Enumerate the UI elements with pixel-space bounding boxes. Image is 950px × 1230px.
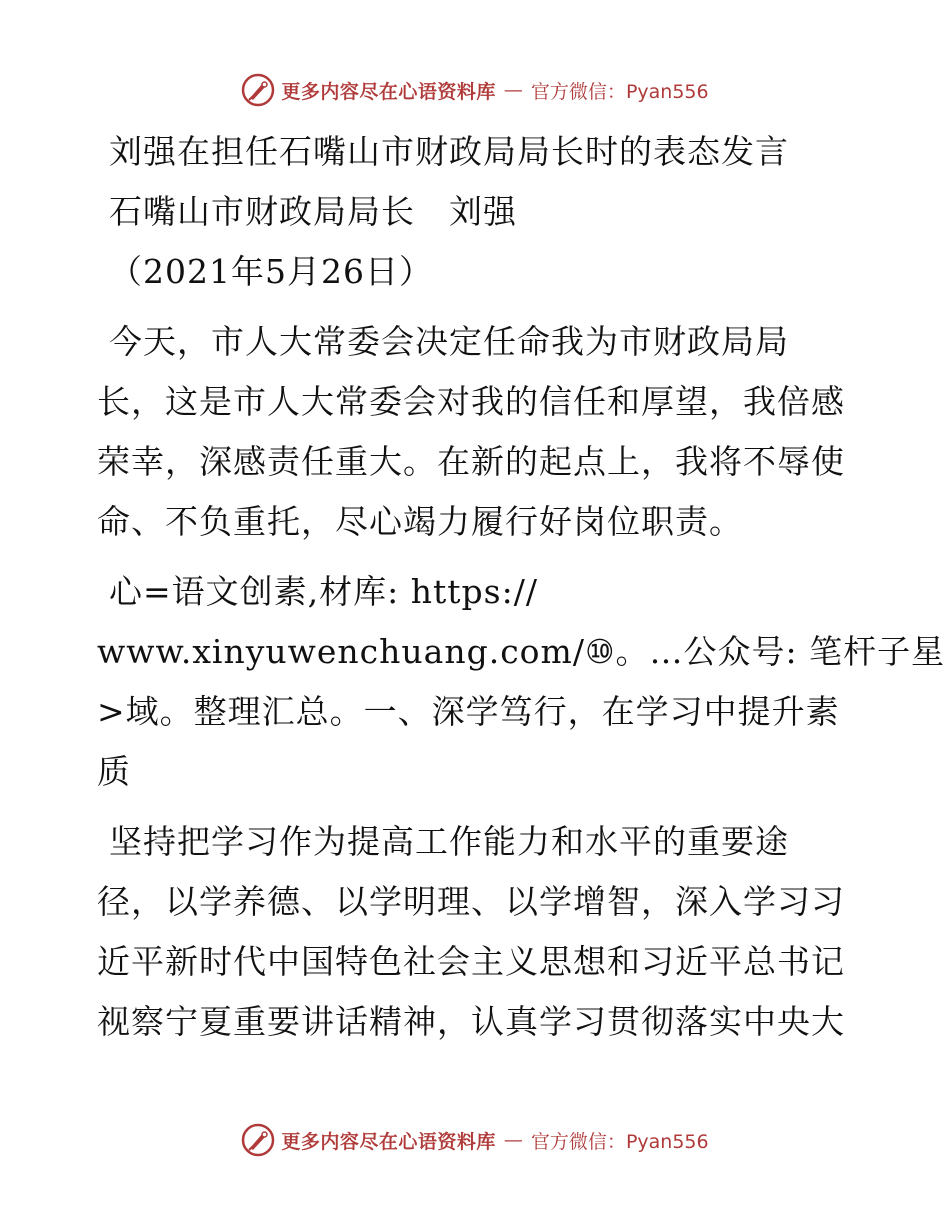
paragraph-line: 坚持把学习作为提高工作能力和水平的重要途	[109, 822, 789, 861]
paragraph-line: 今天，市人大常委会决定任命我为市财政局局	[109, 322, 789, 361]
banner-contact-label: 官方微信：	[530, 80, 626, 103]
paragraph-line: 近平新时代中国特色社会主义思想和习近平总书记	[97, 942, 845, 981]
banner-contact-id: Pyan556	[625, 1130, 709, 1153]
paragraph-line: 视察宁夏重要讲话精神，认真学习贯彻落实中央大	[97, 1002, 845, 1041]
paragraph-line: 荣幸，深感责任重大。在新的起点上，我将不辱使	[97, 442, 845, 481]
document-title: 刘强在担任石嘴山市财政局局长时的表态发言	[109, 132, 789, 171]
paragraph-line: 心=语文创素,材库: https://	[109, 572, 538, 611]
banner-text: 更多内容尽在心语资料库	[281, 1130, 496, 1153]
paragraph-line: >域。整理汇总。一、深学笃行，在学习中提升素	[97, 692, 840, 731]
paragraph-1	[97, 312, 857, 552]
banner-separator: —	[503, 79, 523, 101]
header-banner-content	[241, 73, 708, 107]
document-body	[97, 122, 946, 1052]
paragraph-line: 长，这是市人大常委会对我的信任和厚望，我倍感	[97, 382, 845, 421]
paragraph-line: 质	[97, 752, 131, 791]
date-line: （2021年5月26日）	[109, 252, 433, 291]
banner-contact-id: Pyan556	[625, 80, 709, 103]
author-line: 石嘴山市财政局局长 刘强	[109, 192, 517, 231]
banner-text: 更多内容尽在心语资料库	[281, 80, 496, 103]
footer-banner-content	[241, 1123, 708, 1157]
banner-separator: —	[503, 1129, 523, 1151]
quill-logo-icon	[241, 73, 275, 107]
quill-logo-icon	[241, 1123, 275, 1157]
footer-banner	[0, 1120, 950, 1160]
paragraph-line: www.xinyuwenchuang.com/⑩。…公众号: 笔杆子星	[97, 632, 946, 671]
banner-contact	[531, 1127, 709, 1154]
paragraph-3	[97, 812, 857, 1052]
banner-contact-label: 官方微信：	[530, 1130, 626, 1153]
banner-contact	[531, 77, 709, 104]
paragraph-2	[97, 562, 946, 802]
paragraph-line: 命、不负重托，尽心竭力履行好岗位职责。	[97, 502, 743, 541]
header-banner	[0, 70, 950, 110]
paragraph-line: 径，以学养德、以学明理、以学增智，深入学习习	[97, 882, 845, 921]
